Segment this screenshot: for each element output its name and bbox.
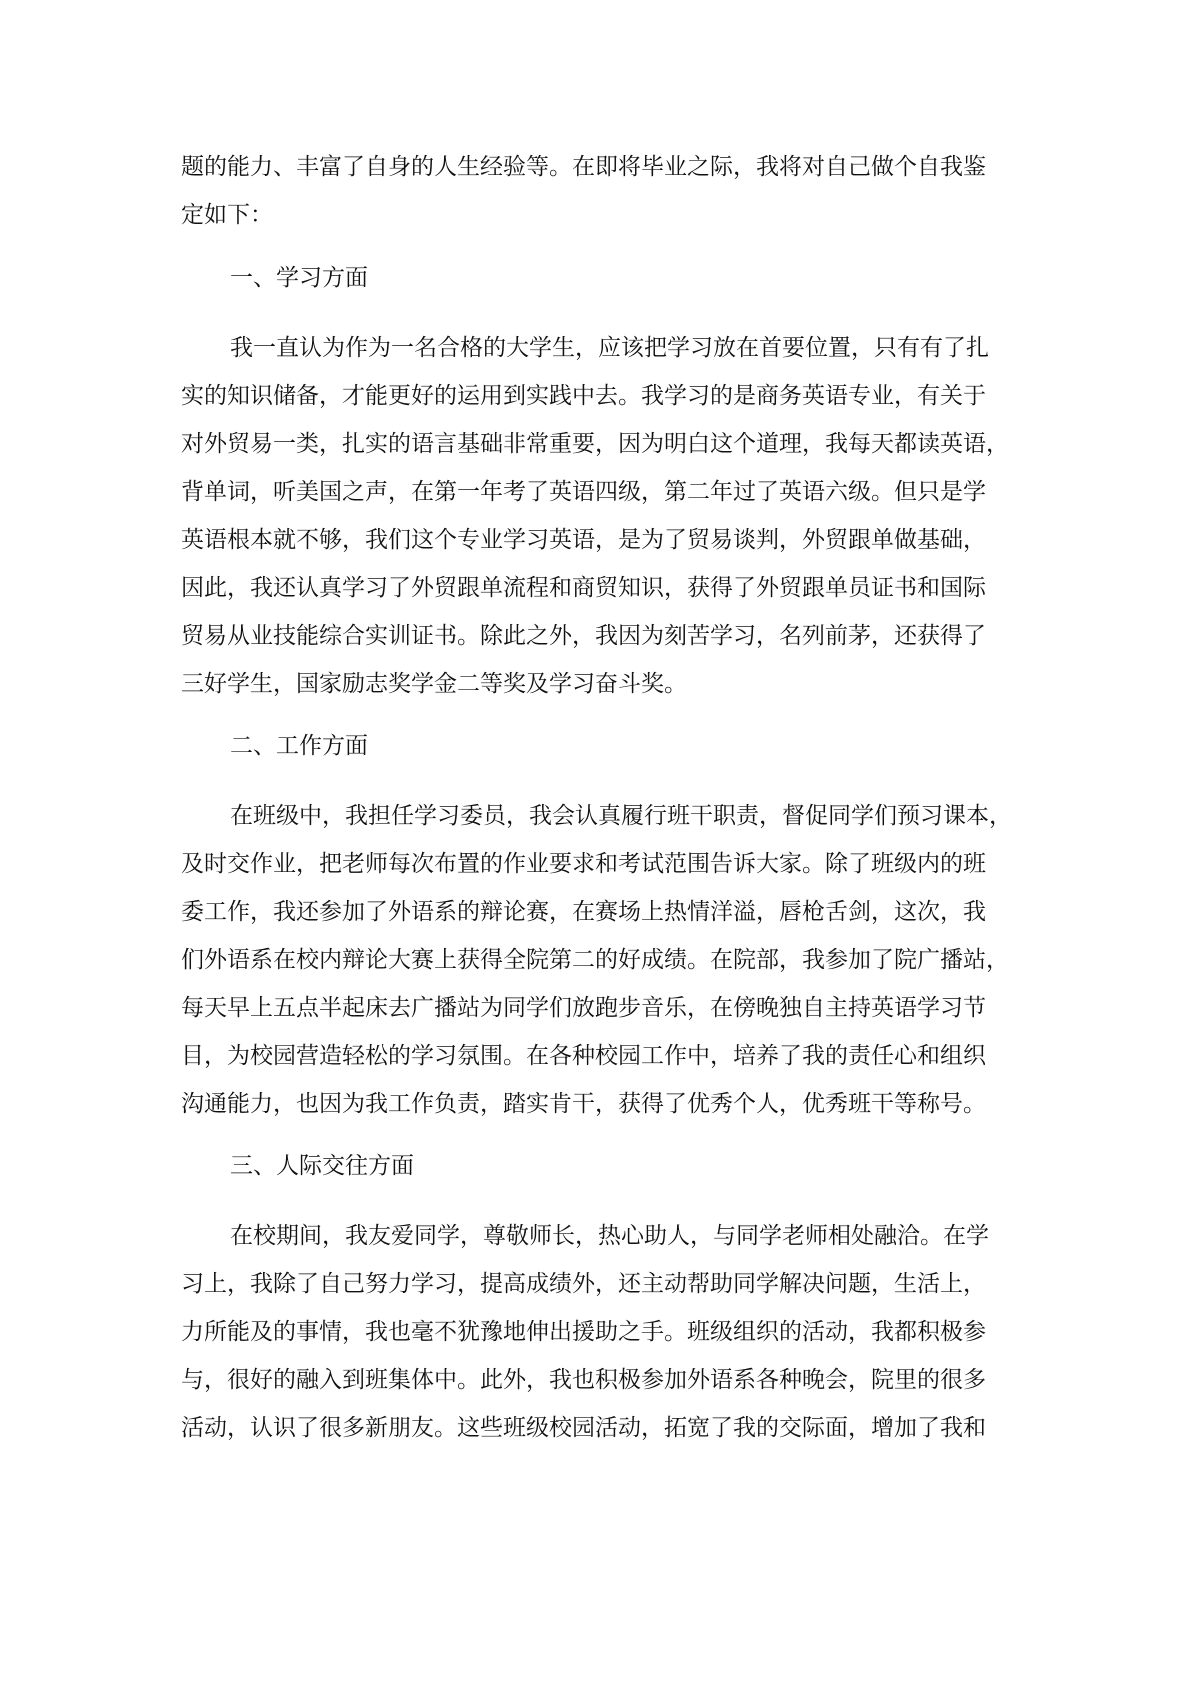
paragraph-line: 目，为校园营造轻松的学习氛围。在各种校园工作中，培养了我的责任心和组织 bbox=[181, 1043, 986, 1069]
paragraph-line: 力所能及的事情，我也毫不犹豫地伸出援助之手。班级组织的活动，我都积极参 bbox=[181, 1319, 986, 1345]
intro-line: 题的能力、丰富了自身的人生经验等。在即将毕业之际，我将对自己做个自我鉴 bbox=[181, 154, 986, 180]
paragraph-line: 们外语系在校内辩论大赛上获得全院第二的好成绩。在院部，我参加了院广播站， bbox=[181, 947, 1009, 973]
paragraph-line: 委工作，我还参加了外语系的辩论赛，在赛场上热情洋溢，唇枪舌剑，这次，我 bbox=[181, 899, 986, 925]
paragraph-line: 与，很好的融入到班集体中。此外，我也积极参加外语系各种晚会，院里的很多 bbox=[181, 1367, 986, 1393]
section-heading-work: 二、工作方面 bbox=[230, 733, 368, 759]
paragraph-line: 英语根本就不够，我们这个专业学习英语，是为了贸易谈判，外贸跟单做基础， bbox=[181, 527, 986, 553]
paragraph-line: 及时交作业，把老师每次布置的作业要求和考试范围告诉大家。除了班级内的班 bbox=[181, 851, 986, 877]
section-heading-social: 三、人际交往方面 bbox=[230, 1153, 414, 1179]
paragraph-line: 习上，我除了自己努力学习，提高成绩外，还主动帮助同学解决问题，生活上， bbox=[181, 1271, 986, 1297]
paragraph-line: 在校期间，我友爱同学，尊敬师长，热心助人，与同学老师相处融洽。在学 bbox=[230, 1223, 989, 1249]
section-heading-study: 一、学习方面 bbox=[230, 265, 368, 291]
paragraph-line: 三好学生，国家励志奖学金二等奖及学习奋斗奖。 bbox=[181, 671, 687, 697]
paragraph-line: 活动，认识了很多新朋友。这些班级校园活动，拓宽了我的交际面，增加了我和 bbox=[181, 1415, 986, 1441]
intro-line: 定如下： bbox=[181, 202, 273, 228]
paragraph-line: 对外贸易一类，扎实的语言基础非常重要，因为明白这个道理，我每天都读英语， bbox=[181, 431, 1009, 457]
paragraph-line: 贸易从业技能综合实训证书。除此之外，我因为刻苦学习，名列前茅，还获得了 bbox=[181, 623, 986, 649]
paragraph-line: 我一直认为作为一名合格的大学生，应该把学习放在首要位置，只有有了扎 bbox=[230, 335, 989, 361]
paragraph-line: 背单词，听美国之声，在第一年考了英语四级，第二年过了英语六级。但只是学 bbox=[181, 479, 986, 505]
paragraph-line: 因此，我还认真学习了外贸跟单流程和商贸知识，获得了外贸跟单员证书和国际 bbox=[181, 575, 986, 601]
paragraph-line: 在班级中，我担任学习委员，我会认真履行班干职责，督促同学们预习课本， bbox=[230, 803, 1012, 829]
paragraph-line: 实的知识储备，才能更好的运用到实践中去。我学习的是商务英语专业，有关于 bbox=[181, 383, 986, 409]
paragraph-line: 每天早上五点半起床去广播站为同学们放跑步音乐，在傍晚独自主持英语学习节 bbox=[181, 995, 986, 1021]
paragraph-line: 沟通能力，也因为我工作负责，踏实肯干，获得了优秀个人，优秀班干等称号。 bbox=[181, 1091, 986, 1117]
